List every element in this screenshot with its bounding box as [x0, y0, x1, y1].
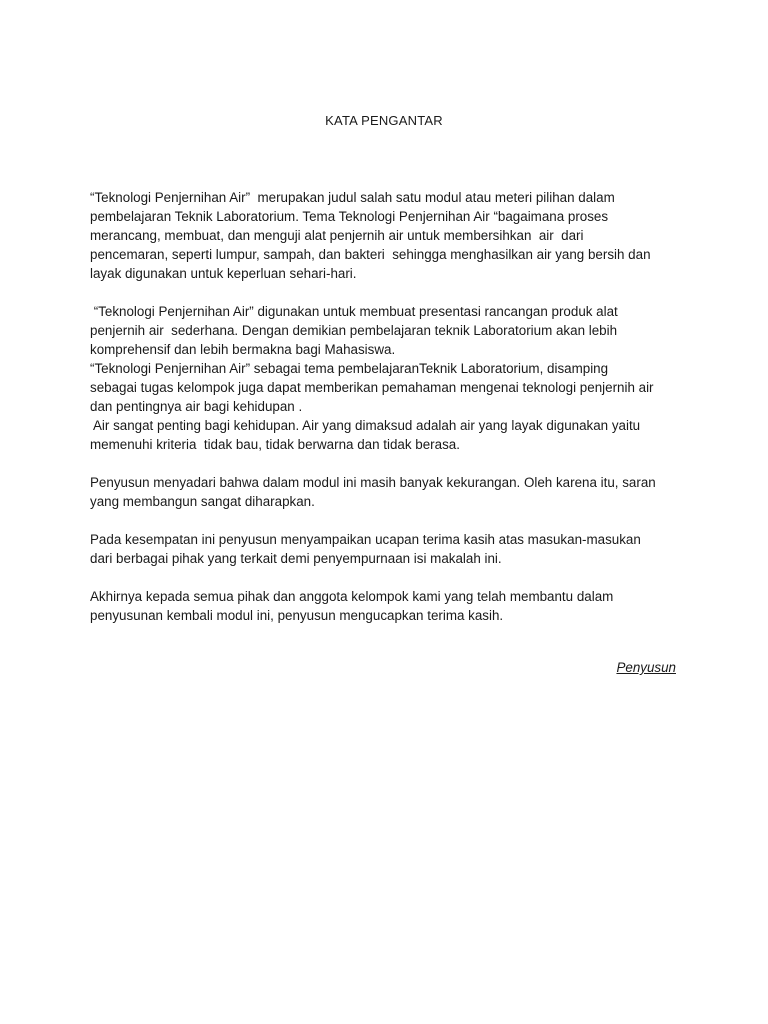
text-line: dari berbagai pihak yang terkait demi penyempurnaan isi makalah ini.: [90, 551, 502, 566]
text-line: pencemaran, seperti lumpur, sampah, dan bakteri sehingga menghasilkan air yang bersih dan: [90, 247, 651, 262]
page-title: KATA PENGANTAR: [325, 113, 443, 128]
paragraph-gap: [90, 568, 690, 587]
text-line: penyusunan kembali modul ini, penyusun mengucapkan terima kasih.: [90, 608, 504, 623]
text-line: merancang, membuat, dan menguji alat penjernih air untuk membersihkan air dari: [90, 228, 584, 243]
document-body: [90, 188, 690, 625]
text-line: yang membangun sangat diharapkan.: [90, 494, 315, 509]
text-line: dan pentingnya air bagi kehidupan .: [90, 399, 303, 414]
text-line: “Teknologi Penjernihan Air” merupakan judul salah satu modul atau meteri pilihan dalam: [90, 190, 615, 205]
text-line: memenuhi kriteria tidak bau, tidak berwarna dan tidak berasa.: [90, 437, 460, 452]
text-line: pembelajaran Teknik Laboratorium. Tema Teknologi Penjernihan Air “bagaimana proses: [90, 209, 609, 224]
text-line: Akhirnya kepada semua pihak dan anggota kelompok kami yang telah membantu dalam: [90, 589, 614, 604]
text-line: Penyusun menyadari bahwa dalam modul ini masih banyak kekurangan. Oleh karena itu, saran: [90, 475, 656, 490]
paragraph: [90, 473, 690, 511]
paragraph: [90, 530, 690, 568]
text-line: Pada kesempatan ini penyusun menyampaikan ucapan terima kasih atas masukan-masukan: [90, 532, 641, 547]
paragraph: [90, 587, 690, 625]
signature: Penyusun: [616, 660, 676, 675]
paragraph-gap: [90, 283, 690, 302]
paragraph-gap: [90, 454, 690, 473]
text-line: komprehensif dan lebih bermakna bagi Mahasiswa.: [90, 342, 396, 357]
paragraph: [90, 302, 690, 454]
text-line: layak digunakan untuk keperluan sehari-hari.: [90, 266, 357, 281]
text-line: penjernih air sederhana. Dengan demikian pembelajaran teknik Laboratorium akan lebih: [90, 323, 618, 338]
text-line: Air sangat penting bagi kehidupan. Air yang dimaksud adalah air yang layak digunakan yaitu: [90, 418, 641, 433]
paragraph-gap: [90, 511, 690, 530]
paragraph: [90, 188, 690, 283]
text-line: “Teknologi Penjernihan Air” sebagai tema pembelajaranTeknik Laboratorium, disamping: [90, 361, 609, 376]
text-line: sebagai tugas kelompok juga dapat memberikan pemahaman mengenai teknologi penjernih air: [90, 380, 654, 395]
text-line: “Teknologi Penjernihan Air” digunakan untuk membuat presentasi rancangan produk alat: [90, 304, 618, 319]
